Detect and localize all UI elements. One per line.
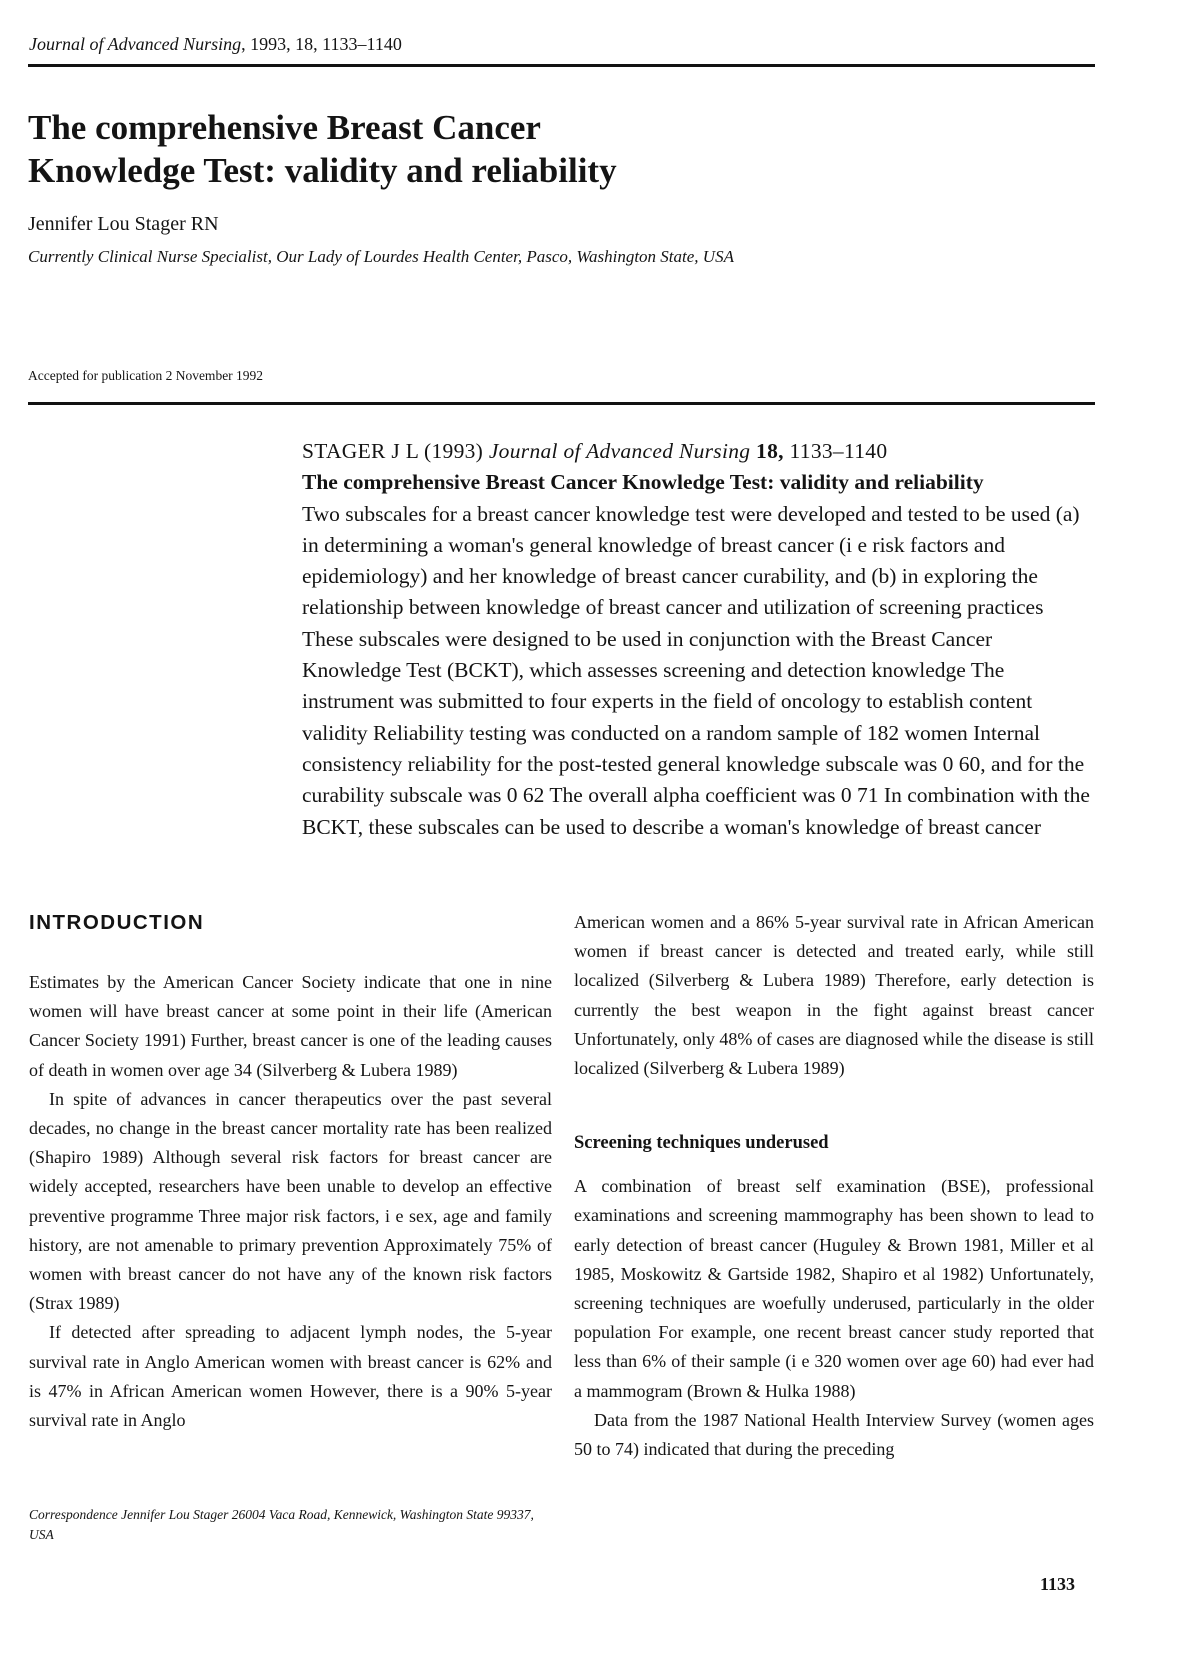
journal-name: Journal of Advanced Nursing (29, 34, 242, 54)
abstract (302, 436, 1092, 843)
title-line-2: Knowledge Test: validity and reliability (28, 151, 617, 190)
right-column (574, 908, 1094, 1464)
citation-pages: 1133–1140 (789, 439, 888, 463)
citation-journal: Journal of Advanced Nursing (488, 439, 751, 463)
abstract-body: Two subscales for a breast cancer knowledge test were developed and tested to be used (a) in determining a woman's general knowledge of breast cancer (i e risk factors and epidemiology) and her knowledge of breast cancer curability, and (b) in exploring the relationship between knowledge of breast cancer and utilization of screening practices These subscales were designed to be used in conjunction with the Breast Cancer Knowledge Test (BCKT), which assesses screening and detection knowledge The instrument was submitted to four experts in the field of oncology to establish content validity Reliability testing was conducted on a random sample of 182 women Internal consistency reliability for the post-tested general knowledge subscale was 0 60, and for the curability subscale was 0 62 The overall alpha coefficient was 0 71 In combination with the BCKT, these subscales can be used to describe a woman's knowledge of breast cancer (302, 501, 1090, 839)
citation-author: STAGER J L (1993) (302, 439, 484, 463)
page-number: 1133 (1040, 1574, 1076, 1594)
abstract-rule (28, 402, 1095, 405)
author-affiliation: Currently Clinical Nurse Specialist, Our Lady of Lourdes Health Center, Pasco, Washington State, USA (28, 247, 734, 266)
right-paragraph-3: Data from the 1987 National Health Interview Survey (women ages 50 to 74) indicated that during the preceding (574, 1409, 1094, 1460)
header-rule (28, 64, 1095, 67)
intro-paragraph-2: In spite of advances in cancer therapeutics over the past several decades, no change in the breast cancer mortality rate has been realized (Shapiro 1989) Although several risk factors for breast cancer are widely accepted, researchers have been unable to develop an effective preventive programme Three major risk factors, i e sex, age and family history, are not amenable to primary prevention Approximately 75% of women with breast cancer do not have any of the known risk factors (Strax 1989) (29, 1088, 552, 1314)
article-title (28, 106, 928, 192)
section-heading-introduction: INTRODUCTION (29, 911, 205, 934)
abstract-title: The comprehensive Breast Cancer Knowledge Test: validity and reliability (302, 470, 984, 495)
citation-volume: 18, (756, 439, 784, 463)
right-paragraph-2: A combination of breast self examination (BSE), professional examinations and screening mammography has been shown to lead to early detection of breast cancer (Huguley & Brown 1981, Miller et al 1985, Moskowitz & Gartside 1982, Shapiro et al 1982) Unfortunately, screening techniques are woefully underused, particularly in the older population For example, one recent breast cancer study reported that less than 6% of their sample (i e 320 women over age 60) had ever had a mammogram (Brown & Hulka 1988) (574, 1176, 1094, 1401)
journal-citation: , 1993, 18, 1133–1140 (241, 34, 402, 54)
subheading-screening: Screening techniques underused (574, 1133, 829, 1154)
running-head (29, 34, 402, 55)
intro-paragraph-1: Estimates by the American Cancer Society indicate that one in nine women will have breast cancer at some point in their life (American Cancer Society 1991) Further, breast cancer is one of the leading causes of death in women over age 34 (Silverberg & Lubera 1989) (29, 972, 552, 1080)
accepted-date: Accepted for publication 2 November 1992 (28, 368, 264, 383)
right-paragraph-1: American women and a 86% 5-year survival rate in African American women if breast cancer is detected and treated early, while still localized (Silverberg & Lubera 1989) Therefore, early detection is currently the best weapon in the fight against breast cancer Unfortunately, only 48% of cases are diagnosed while the disease is still localized (Silverberg & Lubera 1989) (574, 912, 1094, 1079)
correspondence-footnote: Correspondence Jennifer Lou Stager 26004 Vaca Road, Kennewick, Washington State 99337, USA (29, 1507, 534, 1542)
title-line-1: The comprehensive Breast Cancer (28, 108, 541, 147)
left-column (29, 908, 552, 1435)
abstract-citation (302, 436, 1092, 467)
intro-paragraph-3: If detected after spreading to adjacent lymph nodes, the 5-year survival rate in Anglo American women with breast cancer is 62% and is 47% in African American women However, there is a 90% 5-year survival rate in Anglo (29, 1322, 552, 1431)
author-name: Jennifer Lou Stager RN (28, 213, 219, 235)
